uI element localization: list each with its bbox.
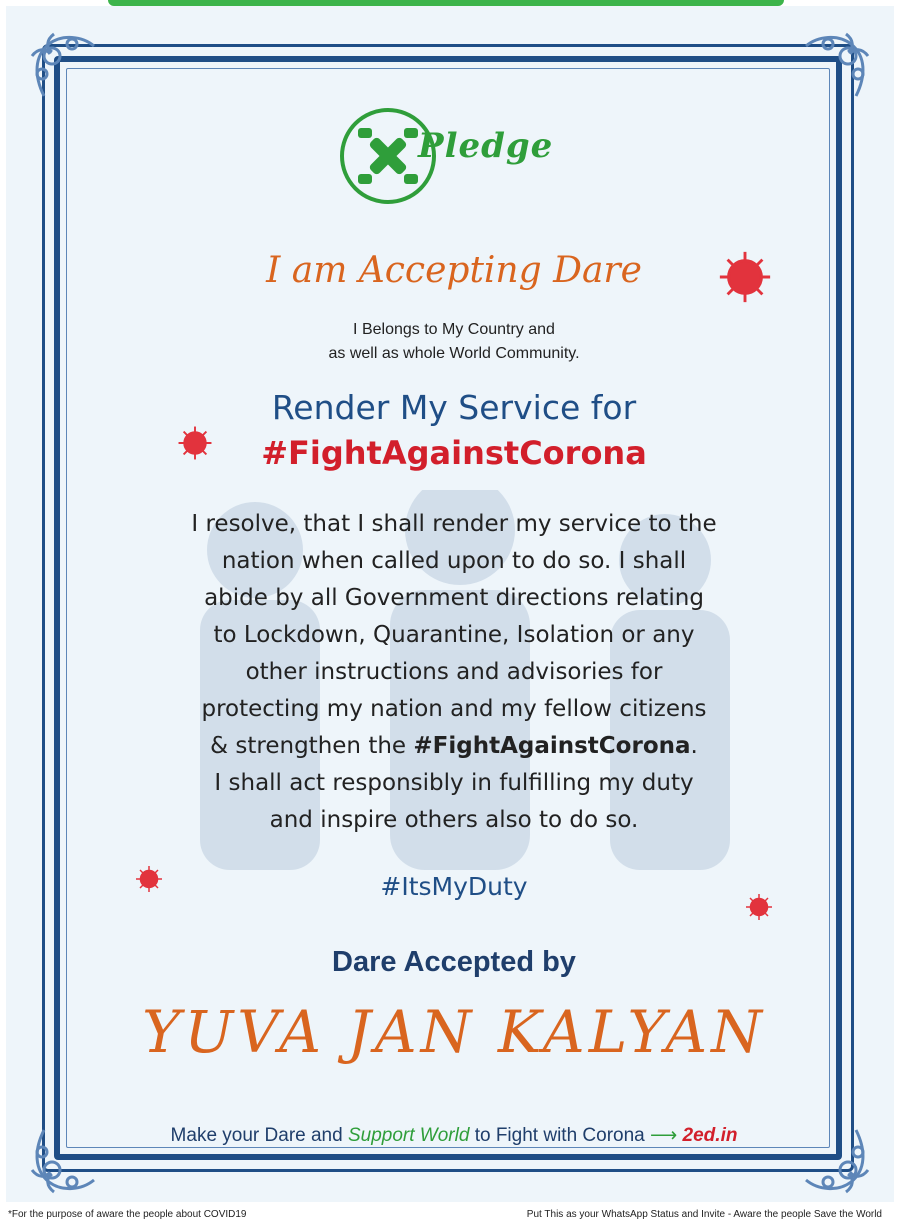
render-service-heading: Render My Service for (271, 388, 637, 427)
support-world-text: Support World (347, 1125, 470, 1146)
make-dare-prefix: Make your Dare and (170, 1125, 348, 1146)
site-link[interactable]: 2ed.in (682, 1125, 738, 1146)
footer-disclaimer: *For the purpose of aware the people about COVID19 (8, 1209, 247, 1220)
corner-ornament-icon (796, 26, 876, 106)
pledge-body-line: abide by all Government directions relating (204, 585, 704, 611)
pledge-title: I am Accepting Dare (266, 250, 642, 291)
footer-invite: Put This as your WhatsApp Status and Invite - Aware the people Save the World (526, 1209, 882, 1220)
belongs-statement (0, 318, 908, 366)
signature-name: YUVA JAN KALYAN (142, 998, 766, 1066)
pledge-body (150, 506, 758, 839)
make-your-dare-line (0, 1124, 908, 1147)
fight-against-corona-hashtag: #FightAgainstCorona (261, 434, 647, 472)
belongs-line-2: as well as whole World Community. (328, 345, 580, 362)
pledge-logo-text: Pledge (418, 126, 554, 166)
belongs-line-1: I Belongs to My Country and (353, 321, 555, 338)
corner-ornament-icon (24, 26, 104, 106)
pledge-body-line: to Lockdown, Quarantine, Isolation or any (213, 622, 695, 648)
make-dare-middle: to Fight with Corona (469, 1125, 651, 1146)
pledge-body-line: and inspire others also to do so. (269, 807, 639, 833)
arrow-right-icon: ⟶ (650, 1125, 678, 1146)
pledge-body-suffix: . (690, 733, 698, 759)
pledge-body-line (150, 728, 758, 765)
pledge-body-line: I shall act responsibly in fulfilling my duty (214, 770, 694, 796)
its-my-duty-hashtag: #ItsMyDuty (380, 872, 528, 901)
pledge-body-prefix: & strengthen the (210, 733, 414, 759)
dare-accepted-by-label: Dare Accepted by (332, 946, 576, 978)
pledge-body-line: nation when called upon to do so. I shall (221, 548, 687, 574)
pledge-body-line: other instructions and advisories for (245, 659, 663, 685)
pledge-body-line: protecting my nation and my fellow citizens (201, 696, 707, 722)
pledge-body-line: I resolve, that I shall render my service to the (191, 511, 717, 537)
pledge-body-hashtag: #FightAgainstCorona (413, 733, 691, 759)
